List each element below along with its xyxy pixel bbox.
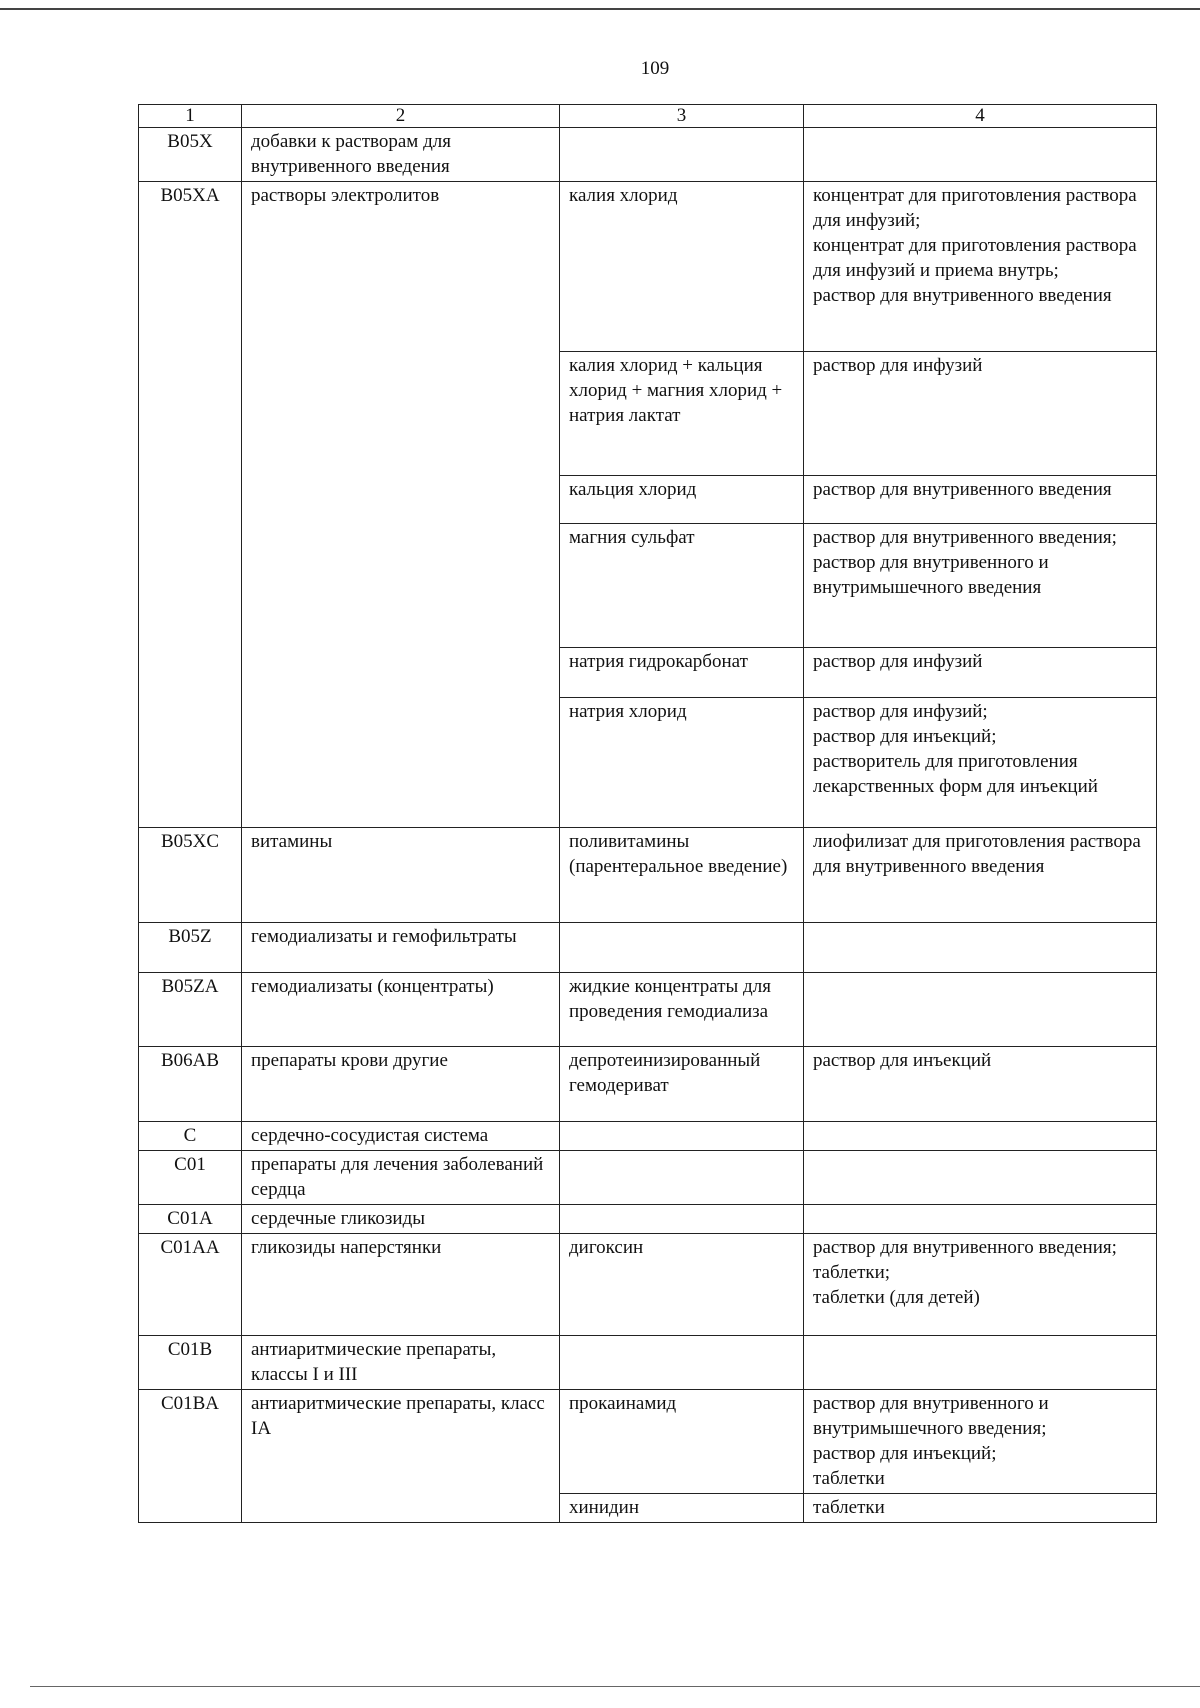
dosage-form [804, 1336, 1157, 1390]
table-row [139, 182, 1157, 352]
table-row [139, 973, 1157, 1047]
table-row [139, 128, 1157, 182]
group-name: гемодиализаты (концентраты) [242, 973, 560, 1047]
drug-name: дигоксин [560, 1234, 804, 1336]
scan-edge-bottom [30, 1686, 1200, 1687]
dosage-form-line: таблетки [813, 1468, 885, 1489]
drug-name [560, 1336, 804, 1390]
group-name: добавки к растворам для внутривенного введения [242, 128, 560, 182]
group-name: сердечные гликозиды [242, 1205, 560, 1234]
dosage-form-line: раствор для инъекций; [813, 726, 997, 747]
atc-code: B05Z [139, 923, 242, 973]
column-header: 4 [804, 105, 1157, 128]
drug-table [138, 104, 1157, 1523]
atc-code: B05X [139, 128, 242, 182]
group-name: сердечно-сосудистая система [242, 1122, 560, 1151]
dosage-form-line: раствор для внутривенного введения [813, 479, 1112, 500]
atc-code: C01B [139, 1336, 242, 1390]
dosage-form-line: таблетки (для детей) [813, 1287, 980, 1308]
dosage-form [804, 128, 1157, 182]
group-name: препараты для лечения заболеваний сердца [242, 1151, 560, 1205]
dosage-form-line: раствор для инфузий; [813, 701, 988, 722]
dosage-form [804, 1047, 1157, 1122]
drug-name [560, 1205, 804, 1234]
dosage-form-line: раствор для инъекций; [813, 1443, 997, 1464]
dosage-form-line: концентрат для приготовления раствора для инфузий; [813, 185, 1137, 231]
drug-name: хинидин [560, 1494, 804, 1523]
dosage-form [804, 1390, 1157, 1494]
dosage-form-line: раствор для инъекций [813, 1050, 992, 1071]
drug-name [560, 923, 804, 973]
drug-name: калия хлорид [560, 182, 804, 352]
dosage-form [804, 828, 1157, 923]
atc-code: C [139, 1122, 242, 1151]
drug-name: жидкие концентраты для проведения гемодиализа [560, 973, 804, 1047]
table-row [139, 1122, 1157, 1151]
dosage-form-line: раствор для внутривенного и внутримышечного введения; [813, 1393, 1049, 1439]
header-row [139, 105, 1157, 128]
dosage-form-line: раствор для внутривенного и внутримышечного введения [813, 552, 1049, 598]
atc-code: B06AB [139, 1047, 242, 1122]
dosage-form-line: растворитель для приготовления лекарственных форм для инъекций [813, 751, 1098, 797]
dosage-form [804, 648, 1157, 698]
atc-code: C01BA [139, 1390, 242, 1523]
column-header: 3 [560, 105, 804, 128]
page-number: 109 [640, 58, 670, 79]
dosage-form [804, 182, 1157, 352]
group-name: витамины [242, 828, 560, 923]
dosage-form-line: раствор для внутривенного введения [813, 285, 1112, 306]
drug-name: депротеинизированный гемодериват [560, 1047, 804, 1122]
dosage-form [804, 923, 1157, 973]
group-name: гемодиализаты и гемофильтраты [242, 923, 560, 973]
table-row [139, 1336, 1157, 1390]
dosage-form [804, 352, 1157, 476]
table-row [139, 1151, 1157, 1205]
atc-code: B05XA [139, 182, 242, 828]
table-row [139, 1234, 1157, 1336]
drug-name: калия хлорид + кальция хлорид + магния хлорид + натрия лактат [560, 352, 804, 476]
dosage-form [804, 524, 1157, 648]
dosage-form-line: раствор для инфузий [813, 651, 983, 672]
dosage-form-line: раствор для внутривенного введения; [813, 527, 1117, 548]
dosage-form [804, 1151, 1157, 1205]
drug-name: кальция хлорид [560, 476, 804, 524]
group-name: антиаритмические препараты, класс IA [242, 1390, 560, 1523]
dosage-form [804, 1122, 1157, 1151]
dosage-form-line: таблетки; [813, 1262, 891, 1283]
drug-name [560, 1122, 804, 1151]
dosage-form [804, 476, 1157, 524]
dosage-form-line: раствор для инфузий [813, 355, 983, 376]
atc-code: C01AA [139, 1234, 242, 1336]
drug-name: магния сульфат [560, 524, 804, 648]
drug-name: поливитамины (парентеральное введение) [560, 828, 804, 923]
atc-code: C01 [139, 1151, 242, 1205]
dosage-form [804, 1494, 1157, 1523]
drug-name: натрия хлорид [560, 698, 804, 828]
group-name: гликозиды наперстянки [242, 1234, 560, 1336]
drug-name [560, 1151, 804, 1205]
column-header: 2 [242, 105, 560, 128]
dosage-form-line: таблетки [813, 1497, 885, 1518]
dosage-form [804, 1234, 1157, 1336]
table-row [139, 828, 1157, 923]
dosage-form [804, 698, 1157, 828]
atc-code: C01A [139, 1205, 242, 1234]
dosage-form [804, 973, 1157, 1047]
group-name: растворы электролитов [242, 182, 560, 828]
table-row [139, 1390, 1157, 1494]
dosage-form-line: концентрат для приготовления раствора для инфузий и приема внутрь; [813, 235, 1137, 281]
drug-name [560, 128, 804, 182]
scan-edge-top [0, 8, 1200, 10]
dosage-form-line: раствор для внутривенного введения; [813, 1237, 1117, 1258]
group-name: антиаритмические препараты, классы I и III [242, 1336, 560, 1390]
drug-name: натрия гидрокарбонат [560, 648, 804, 698]
group-name: препараты крови другие [242, 1047, 560, 1122]
drug-name: прокаинамид [560, 1390, 804, 1494]
dosage-form [804, 1205, 1157, 1234]
table-row [139, 1047, 1157, 1122]
table-row [139, 1205, 1157, 1234]
atc-code: B05ZA [139, 973, 242, 1047]
table-row [139, 923, 1157, 973]
dosage-form-line: лиофилизат для приготовления раствора для внутривенного введения [813, 831, 1141, 877]
column-header: 1 [139, 105, 242, 128]
atc-code: B05XC [139, 828, 242, 923]
